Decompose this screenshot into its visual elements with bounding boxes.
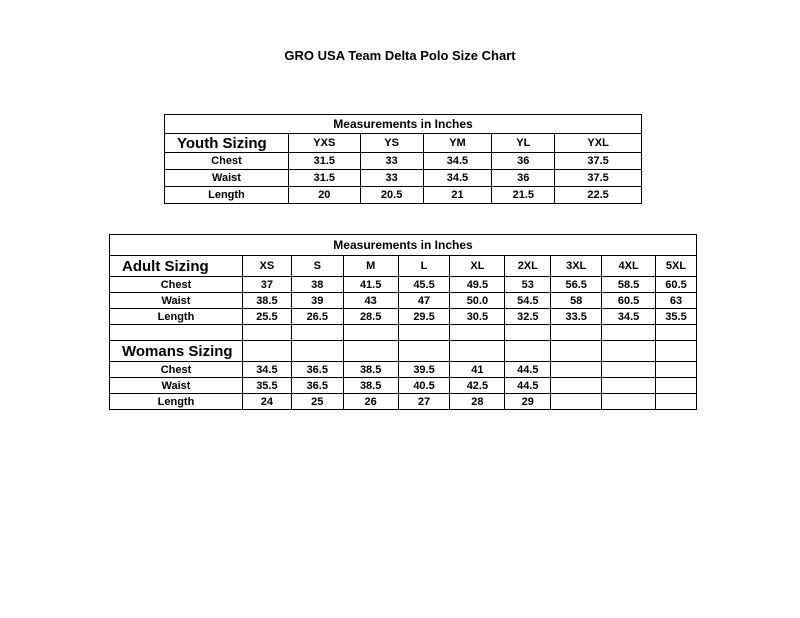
table-row [110,277,697,293]
table-cell: 27 [398,394,450,410]
womens-header-row [110,341,697,362]
table-row [110,362,697,378]
table-cell: 36.5 [291,362,343,378]
table-cell: 21 [423,187,492,204]
table-cell [602,325,656,341]
youth-measurements-header-row [165,115,642,134]
size-header: 5XL [656,256,697,277]
table-cell [551,378,602,394]
adult-section-label: Adult Sizing [110,256,243,277]
table-cell: 39.5 [398,362,450,378]
table-cell: 38 [291,277,343,293]
table-cell [656,325,697,341]
table-cell [242,325,291,341]
table-cell: 60.5 [602,293,656,309]
table-cell: 28 [450,394,505,410]
table-cell: 47 [398,293,450,309]
size-header: YXS [288,134,360,153]
table-cell: 29 [505,394,551,410]
table-cell [551,341,602,362]
table-cell: 44.5 [505,362,551,378]
size-header: XL [450,256,505,277]
spacer-row [110,325,697,341]
table-row [110,394,697,410]
table-row [165,170,642,187]
adult-measurements-label: Measurements in Inches [110,235,697,256]
size-header: 2XL [505,256,551,277]
table-cell [602,378,656,394]
table-row [110,309,697,325]
size-header: 3XL [551,256,602,277]
table-cell [398,341,450,362]
size-header: S [291,256,343,277]
table-cell: 58.5 [602,277,656,293]
youth-sizes-row [165,134,642,153]
table-cell: 34.5 [423,153,492,170]
row-label: Chest [110,277,243,293]
table-cell [602,394,656,410]
table-cell [505,325,551,341]
size-header: YL [492,134,555,153]
adult-size-table [109,234,697,410]
row-label: Waist [110,293,243,309]
table-cell: 30.5 [450,309,505,325]
table-row [165,187,642,204]
size-header: XS [242,256,291,277]
table-cell: 37.5 [555,170,642,187]
table-cell: 53 [505,277,551,293]
size-header: 4XL [602,256,656,277]
table-cell: 44.5 [505,378,551,394]
table-cell: 33 [360,153,423,170]
table-cell: 21.5 [492,187,555,204]
table-row [110,378,697,394]
table-cell: 38.5 [242,293,291,309]
table-cell: 39 [291,293,343,309]
table-cell: 37.5 [555,153,642,170]
youth-size-table [164,114,642,204]
table-cell [450,341,505,362]
table-cell [505,341,551,362]
table-cell: 25.5 [242,309,291,325]
table-row [165,153,642,170]
table-cell [450,325,505,341]
table-cell: 29.5 [398,309,450,325]
table-cell: 58 [551,293,602,309]
table-cell: 34.5 [602,309,656,325]
table-cell: 34.5 [423,170,492,187]
adult-sizes-row [110,256,697,277]
table-cell [242,341,291,362]
size-header: YXL [555,134,642,153]
table-cell: 49.5 [450,277,505,293]
table-cell: 60.5 [656,277,697,293]
table-cell: 33 [360,170,423,187]
table-cell [551,394,602,410]
table-cell: 28.5 [343,309,398,325]
table-cell: 36 [492,170,555,187]
row-label: Length [110,309,243,325]
table-cell: 22.5 [555,187,642,204]
table-cell [551,362,602,378]
youth-measurements-label: Measurements in Inches [165,115,642,134]
table-cell: 42.5 [450,378,505,394]
table-cell: 20.5 [360,187,423,204]
womens-section-label: Womans Sizing [110,341,243,362]
table-cell: 40.5 [398,378,450,394]
table-cell: 63 [656,293,697,309]
table-cell: 31.5 [288,153,360,170]
table-cell: 37 [242,277,291,293]
table-cell: 43 [343,293,398,309]
table-cell: 54.5 [505,293,551,309]
row-label: Chest [110,362,243,378]
table-cell: 56.5 [551,277,602,293]
size-header: M [343,256,398,277]
table-cell [291,325,343,341]
youth-section-label: Youth Sizing [165,134,289,153]
row-label: Waist [110,378,243,394]
table-cell: 31.5 [288,170,360,187]
table-cell [656,378,697,394]
table-cell [110,325,243,341]
table-cell: 26.5 [291,309,343,325]
table-cell: 38.5 [343,362,398,378]
table-cell: 20 [288,187,360,204]
table-cell: 41.5 [343,277,398,293]
table-row [110,293,697,309]
table-cell: 35.5 [656,309,697,325]
size-header: L [398,256,450,277]
table-cell: 38.5 [343,378,398,394]
table-cell: 50.0 [450,293,505,309]
adult-measurements-header-row [110,235,697,256]
table-cell: 36 [492,153,555,170]
table-cell: 34.5 [242,362,291,378]
table-cell: 36.5 [291,378,343,394]
row-label: Chest [165,153,289,170]
table-cell: 24 [242,394,291,410]
table-cell [656,362,697,378]
table-cell [656,341,697,362]
table-cell: 26 [343,394,398,410]
table-cell [343,325,398,341]
table-cell [343,341,398,362]
table-cell [602,341,656,362]
table-cell [398,325,450,341]
row-label: Length [110,394,243,410]
table-cell [602,362,656,378]
table-cell: 32.5 [505,309,551,325]
table-cell: 41 [450,362,505,378]
size-header: YM [423,134,492,153]
table-cell: 25 [291,394,343,410]
page-title: GRO USA Team Delta Polo Size Chart [284,48,516,63]
row-label: Length [165,187,289,204]
table-cell [551,325,602,341]
table-cell [291,341,343,362]
table-cell: 35.5 [242,378,291,394]
table-cell: 45.5 [398,277,450,293]
row-label: Waist [165,170,289,187]
table-cell: 33.5 [551,309,602,325]
size-header: YS [360,134,423,153]
table-cell [656,394,697,410]
